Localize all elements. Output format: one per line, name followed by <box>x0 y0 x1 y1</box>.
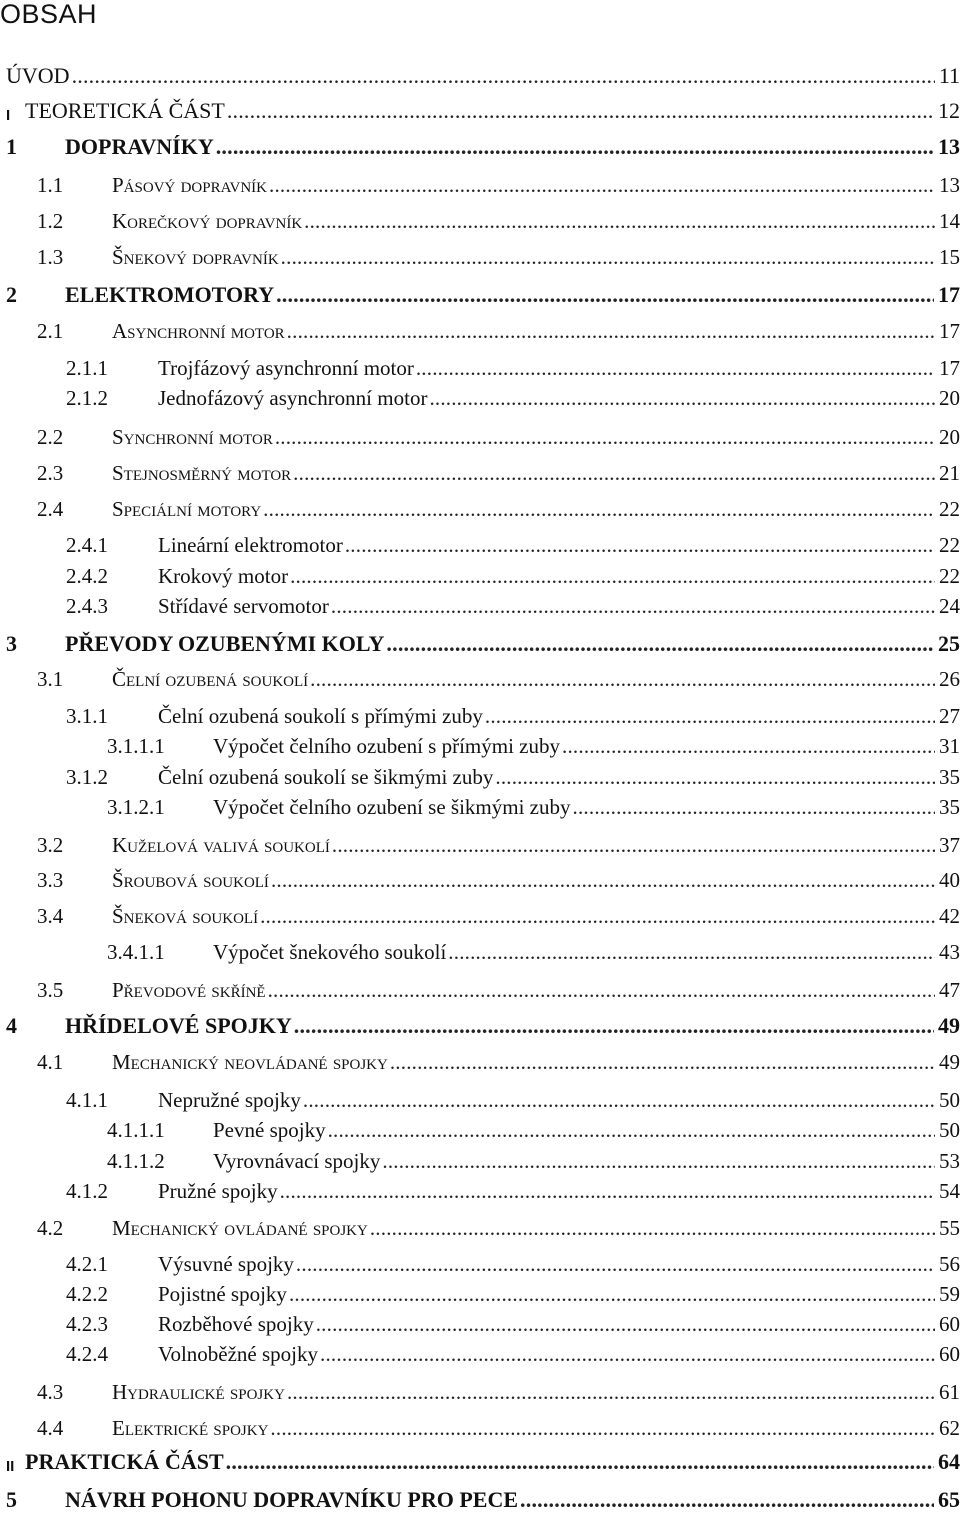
toc-label: NÁVRH POHONU DOPRAVNÍKU PRO PECE <box>65 1487 519 1512</box>
toc-label: Čelní ozubená soukolí se šikmými zuby <box>158 765 494 789</box>
toc-page-number: 17 <box>938 282 960 307</box>
toc-leader <box>269 172 935 198</box>
toc-number: 1.3 <box>37 245 64 269</box>
toc-page-number: 49 <box>938 1013 960 1038</box>
toc-label: Asynchronní motor <box>112 319 285 343</box>
toc-page-number: 56 <box>939 1252 960 1276</box>
toc-leader <box>429 385 935 411</box>
toc-page-number: 40 <box>939 868 960 892</box>
toc-page-number: 24 <box>939 594 960 618</box>
toc-number: 2.1 <box>37 319 64 343</box>
toc-leader <box>303 1087 935 1113</box>
toc-leader <box>332 832 935 858</box>
toc-leader <box>370 1215 935 1241</box>
toc-label: Pásový dopravník <box>112 173 268 197</box>
toc-number: 3.1.2 <box>66 765 108 789</box>
toc-label: ELEKTROMOTORY <box>65 282 275 307</box>
toc-leader <box>345 532 935 558</box>
toc-number: 2.4.1 <box>66 533 108 557</box>
toc-number: 3 <box>6 631 17 656</box>
toc-page-number: 13 <box>938 134 960 159</box>
toc-number: 2.4.2 <box>66 564 108 588</box>
toc-leader <box>281 244 935 270</box>
toc-label: Vyrovnávací spojky <box>213 1149 381 1173</box>
toc-number: 3.1.2.1 <box>107 795 165 819</box>
toc-leader <box>485 703 935 729</box>
toc-label: Pevné spojky <box>213 1118 326 1142</box>
toc-page-number: 61 <box>939 1380 960 1404</box>
toc-number: I <box>6 107 11 124</box>
toc-number: 4.1 <box>37 1050 64 1074</box>
toc-page-number: 53 <box>939 1149 960 1173</box>
toc-label: Výsuvné spojky <box>158 1252 294 1276</box>
toc-label: Krokový motor <box>158 564 289 588</box>
toc-number: 2.4 <box>37 497 64 521</box>
toc-leader <box>390 1049 935 1075</box>
toc-number: 3.1 <box>37 667 64 691</box>
toc-page-number: 17 <box>939 356 960 380</box>
toc-label: PŘEVODY OZUBENÝMI KOLY <box>65 631 385 656</box>
toc-page-number: 22 <box>939 533 960 557</box>
toc-leader <box>320 1341 935 1367</box>
toc-label: Lineární elektromotor <box>158 533 343 557</box>
toc-leader <box>268 977 935 1003</box>
toc-leader <box>287 318 935 344</box>
toc-leader <box>280 1178 935 1204</box>
toc-number: 3.4 <box>37 904 64 928</box>
toc-leader <box>331 593 935 619</box>
toc-label: Šroubová soukolí <box>112 868 269 892</box>
toc-label: Střídavé servomotor <box>158 594 329 618</box>
toc-label: Pružné spojky <box>158 1179 278 1203</box>
toc-label: Výpočet šnekového soukolí <box>213 940 447 964</box>
toc-number: 3.1.1 <box>66 704 108 728</box>
toc-label: Čelní ozubená soukolí <box>112 667 309 691</box>
toc-number: 4 <box>6 1013 17 1038</box>
toc-label: Jednofázový asynchronní motor <box>158 386 428 410</box>
toc-page-number: 35 <box>939 795 960 819</box>
toc-label: Šnekový dopravník <box>112 245 279 269</box>
toc-label: Hydraulické spojky <box>112 1380 285 1404</box>
toc-number: 4.1.1 <box>66 1088 108 1112</box>
toc-leader <box>562 733 935 759</box>
toc-page-number: 65 <box>938 1487 960 1512</box>
toc-label: Výpočet čelního ozubení s přímými zuby <box>213 734 561 758</box>
toc-number: 4.1.1.2 <box>107 1149 165 1173</box>
toc-number: 2.4.3 <box>66 594 108 618</box>
toc-leader <box>290 563 935 589</box>
toc-label: TEORETICKÁ ČÁST <box>25 98 225 123</box>
toc-leader <box>304 208 935 234</box>
toc-page-number: 55 <box>939 1216 960 1240</box>
toc-label: Čelní ozubená soukolí s přímými zuby <box>158 704 483 728</box>
toc-page-number: 50 <box>939 1088 960 1112</box>
toc-page-number: 26 <box>939 667 960 691</box>
toc-leader <box>328 1117 935 1143</box>
toc-number: 4.2 <box>37 1216 64 1240</box>
toc-number: 4.2.3 <box>66 1312 108 1336</box>
toc-number: 3.2 <box>37 833 64 857</box>
toc-label: Volnoběžné spojky <box>158 1342 319 1366</box>
toc-number: 4.2.4 <box>66 1342 108 1366</box>
toc-page-number: 47 <box>939 978 960 1002</box>
toc-number: 2.3 <box>37 461 64 485</box>
page-title: OBSAH <box>0 0 98 29</box>
toc-page-number: 22 <box>939 564 960 588</box>
toc-leader <box>275 424 935 450</box>
toc-number: 1 <box>6 134 17 159</box>
toc-number: 1.1 <box>37 173 64 197</box>
toc-label: Převodové skříně <box>112 978 266 1002</box>
toc-page-number: 20 <box>939 386 960 410</box>
toc-page-number: 50 <box>939 1118 960 1142</box>
toc-number: 4.2.2 <box>66 1282 108 1306</box>
toc-leader <box>296 1251 935 1277</box>
toc-number: 3.4.1.1 <box>107 940 165 964</box>
toc-number: 2.1.1 <box>66 356 108 380</box>
toc-page-number: 13 <box>939 173 960 197</box>
toc-page-number: 43 <box>939 940 960 964</box>
toc-leader <box>260 903 935 929</box>
toc-number: 3.5 <box>37 978 64 1002</box>
toc-leader <box>293 460 935 486</box>
toc-page-number: 35 <box>939 765 960 789</box>
toc-label: Stejnosměrný motor <box>112 461 292 485</box>
toc-leader <box>495 764 935 790</box>
toc-label: ÚVOD <box>6 63 70 88</box>
toc-label: Speciální motory <box>112 497 262 521</box>
toc-page-number: 60 <box>939 1342 960 1366</box>
toc-page-number: 14 <box>939 209 960 233</box>
toc-number: 2.2 <box>37 425 64 449</box>
toc-label: HŘÍDELOVÉ SPOJKY <box>65 1013 292 1038</box>
toc-leader <box>270 1415 935 1441</box>
toc-number: 4.2.1 <box>66 1252 108 1276</box>
toc-page-number: 59 <box>939 1282 960 1306</box>
toc-page-number: 12 <box>938 98 960 123</box>
toc-page-number: 22 <box>939 497 960 521</box>
toc-number: 5 <box>6 1487 17 1512</box>
toc-leader <box>520 1487 934 1513</box>
toc-leader <box>316 1311 935 1337</box>
toc-leader <box>287 1379 935 1405</box>
toc-number: 2 <box>6 282 17 307</box>
toc-number: 4.4 <box>37 1416 64 1440</box>
toc-label: Rozběhové spojky <box>158 1312 314 1336</box>
toc-page-number: 21 <box>939 461 960 485</box>
toc-leader <box>310 666 935 692</box>
toc-page-number: 25 <box>938 631 960 656</box>
toc-leader <box>294 1013 934 1039</box>
toc-page-number: 42 <box>939 904 960 928</box>
toc-page-number: 20 <box>939 425 960 449</box>
toc-number: 2.1.2 <box>66 386 108 410</box>
toc-number: 1.2 <box>37 209 64 233</box>
toc-leader <box>573 794 935 820</box>
toc-label: Mechanický ovládané spojky <box>112 1216 368 1240</box>
toc-page-number: 17 <box>939 319 960 343</box>
toc-page-number: 11 <box>938 63 960 88</box>
toc-page-number: 54 <box>939 1179 960 1203</box>
toc-label: Mechanický neovládané spojky <box>112 1050 388 1074</box>
toc-label: Kuželová valivá soukolí <box>112 833 330 857</box>
toc-number: 4.3 <box>37 1380 64 1404</box>
toc-label: Trojfázový asynchronní motor <box>158 356 414 380</box>
toc-leader <box>289 1281 935 1307</box>
toc-page-number: 49 <box>939 1050 960 1074</box>
toc-label: Korečkový dopravník <box>112 209 303 233</box>
toc-page-number: 64 <box>938 1449 960 1474</box>
toc-label: PRAKTICKÁ ČÁST <box>25 1449 224 1474</box>
toc-leader <box>386 631 934 657</box>
toc-leader <box>382 1148 935 1174</box>
toc-leader <box>263 496 935 522</box>
toc-page-number: 31 <box>939 734 960 758</box>
toc-leader <box>271 867 935 893</box>
toc-leader <box>276 282 934 308</box>
toc-label: Nepružné spojky <box>158 1088 301 1112</box>
toc-page-number: 27 <box>939 704 960 728</box>
toc-label: Výpočet čelního ozubení se šikmými zuby <box>213 795 571 819</box>
toc-number: 4.1.1.1 <box>107 1118 165 1142</box>
toc-label: Synchronní motor <box>112 425 273 449</box>
toc-label: DOPRAVNÍKY <box>65 134 214 159</box>
toc-number: 4.1.2 <box>66 1179 108 1203</box>
toc-leader <box>216 134 934 160</box>
toc-leader <box>226 1449 934 1475</box>
toc-leader <box>448 939 935 965</box>
toc-page-number: 60 <box>939 1312 960 1336</box>
toc-leader <box>416 355 935 381</box>
toc-number: 3.1.1.1 <box>107 734 165 758</box>
toc-page-number: 37 <box>939 833 960 857</box>
toc-page-number: 15 <box>939 245 960 269</box>
toc-leader <box>72 63 935 89</box>
toc-label: Elektrické spojky <box>112 1416 269 1440</box>
toc-label: Šneková soukolí <box>112 904 259 928</box>
toc-number: II <box>6 1458 15 1475</box>
toc-leader <box>227 98 934 124</box>
toc-number: 3.3 <box>37 868 64 892</box>
toc-label: Pojistné spojky <box>158 1282 287 1306</box>
toc-page-number: 62 <box>939 1416 960 1440</box>
